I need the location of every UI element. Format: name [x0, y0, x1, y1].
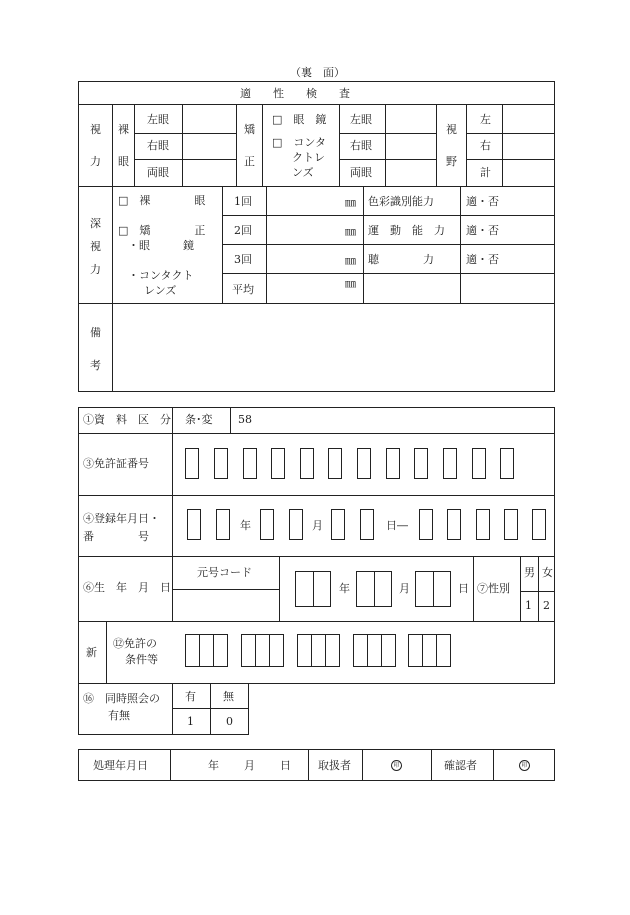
remarks-label-1: 備: [90, 326, 101, 339]
unit-mm-3: ㎜: [345, 254, 356, 267]
registration-label-2: 番 号: [83, 530, 149, 543]
unit-mm-1: ㎜: [345, 196, 356, 209]
processing-year-label: 年: [208, 759, 219, 772]
glasses-checkbox-label: □ 眼 鏡: [272, 113, 327, 126]
birth-year-label: 年: [339, 582, 350, 595]
depth-label-3: 力: [90, 263, 101, 276]
conditions-label-2: 条件等: [125, 653, 158, 666]
corrected-label-1: 矯: [244, 123, 255, 136]
naked-eye-checkbox-label: □ 裸 眼: [118, 194, 206, 207]
field-left-label: 左: [480, 113, 491, 126]
average-label: 平均: [232, 283, 254, 296]
registration-year-label: 年: [240, 519, 251, 532]
hearing-label: 聴 力: [368, 253, 434, 266]
right-eye-label: 右眼: [147, 139, 169, 152]
birth-day-label: 日: [458, 582, 469, 595]
conditions-label-1: ⑫免許の: [113, 637, 157, 650]
registration-day-label: 日―: [386, 519, 408, 532]
both-eyes-label: 両眼: [147, 166, 169, 179]
birth-date-label: ⑥生 年 月 日: [83, 581, 171, 594]
birth-month-label: 月: [399, 582, 410, 595]
exam-title: 適 性 検 査: [240, 87, 350, 100]
naked-eye-label-1: 裸: [118, 123, 129, 136]
handler-seal-icon: 印: [391, 760, 402, 771]
category-label: ①資 料 区 分: [83, 413, 171, 426]
has-label: 有: [185, 690, 196, 703]
none-code: 0: [226, 715, 233, 728]
processing-date-label: 処理年月日: [93, 759, 148, 772]
trial-3-label: 3回: [234, 253, 252, 266]
category-value: 条･変: [185, 413, 213, 426]
era-code-label: 元号コード: [197, 566, 252, 579]
color-discrimination-label: 色彩識別能力: [368, 195, 434, 208]
visual-field-label-1: 視: [446, 123, 457, 136]
naked-eye-label-2: 眼: [118, 155, 129, 168]
era-code-field[interactable]: [173, 590, 278, 620]
remarks-field[interactable]: [113, 304, 554, 391]
none-label: 無: [223, 690, 234, 703]
has-code: 1: [187, 715, 194, 728]
remarks-label-2: 考: [90, 359, 101, 372]
trial-2-label: 2回: [234, 224, 252, 237]
unit-mm-2: ㎜: [345, 225, 356, 238]
field-right-label: 右: [480, 139, 491, 152]
corrected-checkbox-label: □ 矯 正: [118, 224, 206, 237]
trial-1-label: 1回: [234, 195, 252, 208]
category-code: 58: [238, 413, 252, 426]
registration-label-1: ④登録年月日・: [83, 512, 160, 525]
male-label: 男: [524, 566, 535, 579]
contact-label-2: クトレ: [292, 151, 325, 164]
license-number-label: ③免許証番号: [83, 457, 149, 470]
page-title: （裏 面）: [290, 66, 345, 79]
corrected-right-eye-label: 右眼: [350, 139, 372, 152]
contact-checkbox-label-1: □ コンタ: [272, 136, 326, 149]
confirmer-seal-icon: 印: [519, 760, 530, 771]
depth-contact-label-2: レンズ: [144, 284, 177, 297]
contact-label-3: ンズ: [292, 166, 314, 179]
vision-label-1: 視: [90, 123, 101, 136]
left-eye-label: 左眼: [147, 113, 169, 126]
motor-result: 適・否: [466, 224, 499, 237]
field-total-label: 計: [480, 166, 491, 179]
processing-month-label: 月: [244, 759, 255, 772]
depth-glasses-label: ・眼 鏡: [128, 239, 194, 252]
confirmer-label: 確認者: [444, 759, 477, 772]
corrected-label-2: 正: [244, 155, 255, 168]
simultaneous-label-1: ⑯ 同時照会の: [83, 692, 160, 705]
registration-month-label: 月: [312, 519, 323, 532]
vision-label-2: 力: [90, 155, 101, 168]
corrected-both-eyes-label: 両眼: [350, 166, 372, 179]
motor-ability-label: 運 動 能 力: [368, 224, 445, 237]
depth-contact-label-1: ・コンタクト: [128, 269, 194, 282]
hearing-result: 適・否: [466, 253, 499, 266]
corrected-left-eye-label: 左眼: [350, 113, 372, 126]
simultaneous-label-2: 有無: [108, 709, 130, 722]
male-code: 1: [525, 599, 532, 612]
female-code: 2: [543, 599, 550, 612]
depth-label-1: 深: [90, 217, 101, 230]
female-label: 女: [542, 566, 553, 579]
sex-label: ⑦性別: [477, 582, 510, 595]
new-label: 新: [86, 646, 97, 659]
processing-day-label: 日: [280, 759, 291, 772]
visual-field-label-2: 野: [446, 155, 457, 168]
handler-label: 取扱者: [318, 759, 351, 772]
unit-mm-4: ㎜: [345, 277, 356, 290]
depth-label-2: 視: [90, 240, 101, 253]
color-result: 適・否: [466, 195, 499, 208]
